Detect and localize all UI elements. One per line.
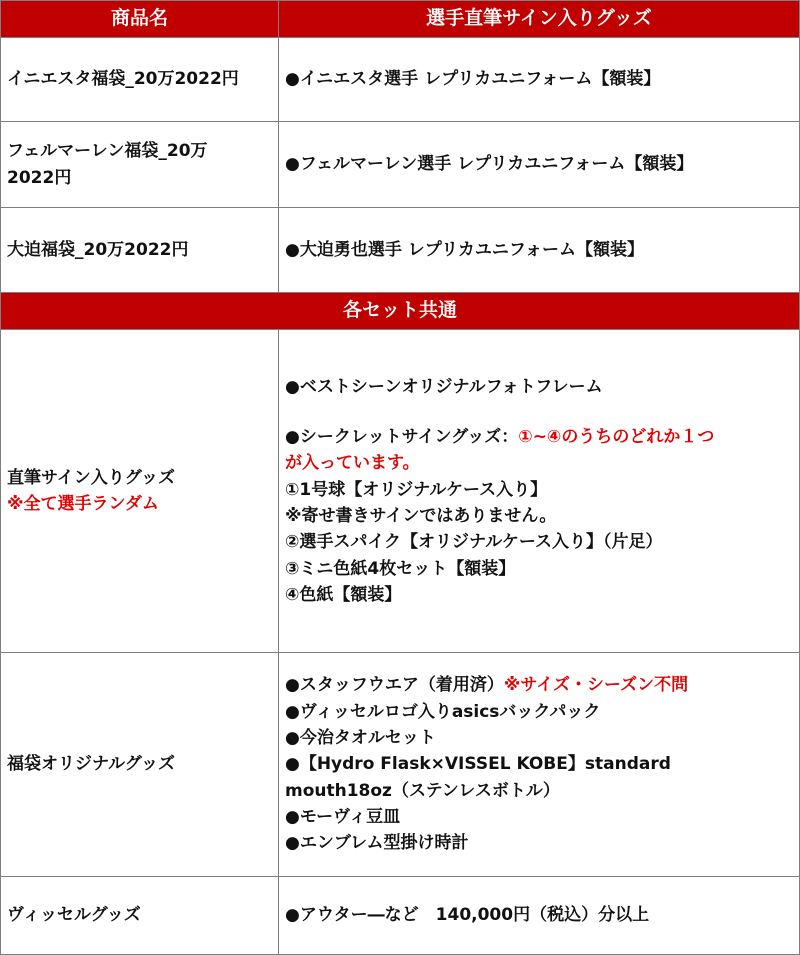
header-product-name: 商品名 [1,1,279,38]
common-band-row [1,293,800,330]
signed-list-item-4: ④色紙【額装】 [285,585,402,606]
signed-goods-detail [279,330,800,653]
signed-goods-label-cell [1,330,279,653]
secret-goods-red-text-2: が入っています。 [285,453,420,474]
product-item-iniesta: ●イニエスタ選手 レプリカユニフォーム【額装】 [279,38,800,122]
signed-list-note: ※寄せ書きサインではありません。 [285,506,557,526]
staff-wear-note: ※サイズ・シーズン不問 [503,675,689,696]
hydro-flask-item-line1: ●【Hydro Flask×VISSEL KOBE】standard [285,754,671,775]
header-signed-goods: 選手直筆サイン入りグッズ [279,1,800,38]
product-name-vermaelen-line2: 2022円 [7,167,72,188]
photo-frame-item: ●ベストシーンオリジナルフォトフレーム [285,376,603,397]
product-name-vermaelen-line1: フェルマーレン福袋_20万 [7,141,208,162]
hydro-flask-item-line2: mouth18oz（ステンレスボトル） [285,780,560,801]
product-name-iniesta: イニエスタ福袋_20万2022円 [1,38,279,122]
common-band: 各セット共通 [1,293,800,330]
signed-goods-label: 直筆サイン入りグッズ [7,467,175,488]
header-row [1,1,800,38]
spacer [285,400,793,424]
signed-list-item-3: ③ミニ色紙4枚セット【額装】 [285,558,516,579]
vissel-goods-item: ●アウター―など 140,000円（税込）分以上 [279,877,800,955]
original-goods-detail [279,653,800,877]
backpack-item: ●ヴィッセルロゴ入りasicsバックパック [285,701,601,722]
secret-goods-red-text: ①~④のうちのどれか１つ [518,426,715,447]
product-row-iniesta [1,38,800,122]
vissel-goods-row [1,877,800,955]
clock-item: ●エンブレム型掛け時計 [285,833,469,854]
secret-goods-prefix: ●シークレットサイングッズ： [285,426,519,447]
signed-goods-row [1,330,800,653]
product-item-vermaelen: ●フェルマーレン選手 レプリカユニフォーム【額装】 [279,122,800,208]
signed-list-item-1: ①1号球【オリジナルケース入り】 [285,479,548,500]
signed-list-item-2: ②選手スパイク【オリジナルケース入り】（片足） [285,532,663,553]
staff-wear-item [285,672,793,698]
signed-goods-note: ※全て選手ランダム [7,494,159,514]
product-name-vermaelen [1,122,279,208]
product-row-vermaelen [1,122,800,208]
product-item-osako: ●大迫勇也選手 レプリカユニフォーム【額装】 [279,208,800,293]
towel-item: ●今治タオルセット [285,727,436,748]
vissel-goods-label: ヴィッセルグッズ [1,877,279,955]
product-row-osako [1,208,800,293]
staff-wear-text: ●スタッフウエア（着用済） [285,675,504,696]
moevi-plate-item: ●モーヴィ豆皿 [285,807,401,828]
original-goods-row [1,653,800,877]
product-name-osako: 大迫福袋_20万2022円 [1,208,279,293]
original-goods-label: 福袋オリジナルグッズ [1,653,279,877]
secret-goods-item [285,424,793,450]
